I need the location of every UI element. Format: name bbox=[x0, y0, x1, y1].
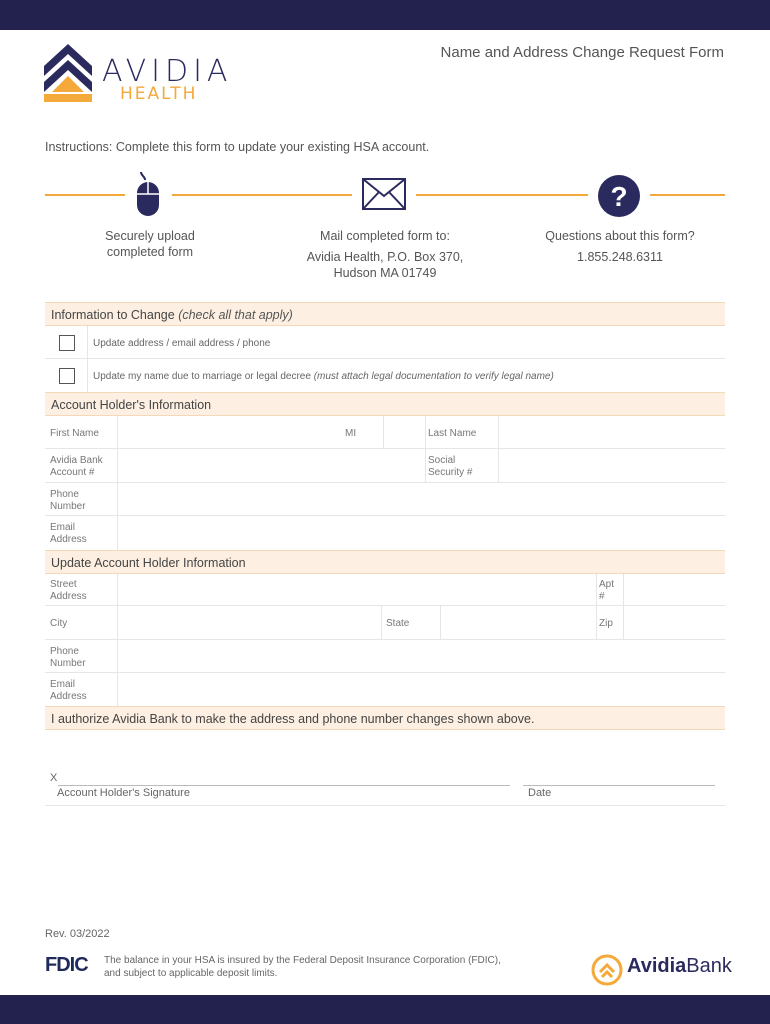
street-row bbox=[45, 574, 725, 606]
zip-field[interactable] bbox=[624, 606, 725, 639]
divider-line bbox=[416, 194, 588, 196]
divider bbox=[381, 606, 382, 639]
label-line: Email bbox=[50, 522, 76, 533]
label-line: Account # bbox=[50, 467, 95, 478]
signature-label: Account Holder's Signature bbox=[57, 787, 190, 799]
field-label bbox=[50, 522, 87, 546]
signature-line[interactable] bbox=[58, 785, 510, 786]
field-label bbox=[50, 579, 87, 603]
mail-address: Avidia Health, P.O. Box 370, bbox=[306, 250, 464, 264]
field-label: Last Name bbox=[428, 428, 477, 439]
questions-label: Questions about this form? bbox=[545, 229, 695, 243]
section-note: (check all that apply) bbox=[178, 308, 293, 322]
label-line: Address bbox=[50, 591, 87, 602]
field-label: City bbox=[50, 618, 68, 629]
divider bbox=[425, 416, 426, 448]
label-line: Address bbox=[50, 691, 87, 702]
option-label: Update address / email address / phone bbox=[93, 338, 271, 349]
bank-name-bold: Avidia bbox=[627, 955, 687, 977]
brand-name: AVIDIA bbox=[102, 54, 233, 89]
new-phone-field[interactable] bbox=[118, 640, 725, 672]
field-label: State bbox=[386, 618, 410, 629]
divider-line bbox=[172, 194, 352, 196]
brand-sub: HEALTH bbox=[120, 84, 198, 104]
avidia-health-logo bbox=[44, 44, 234, 106]
revision-label: Rev. 03/2022 bbox=[45, 928, 110, 940]
field-label bbox=[50, 489, 86, 513]
form-title: Name and Address Change Request Form bbox=[440, 44, 724, 61]
label-line: Phone bbox=[50, 646, 79, 657]
email-row bbox=[45, 673, 725, 707]
email-row bbox=[45, 516, 725, 550]
chevron-logo-icon bbox=[44, 44, 92, 104]
option-row bbox=[45, 359, 725, 392]
mail-label: Mail completed form to: bbox=[320, 229, 450, 243]
question-icon bbox=[597, 174, 641, 218]
street-field[interactable] bbox=[118, 574, 595, 605]
label-line: Avidia Bank bbox=[50, 455, 103, 466]
phone-row bbox=[45, 483, 725, 516]
section-account-holder bbox=[45, 392, 725, 416]
city-field[interactable] bbox=[118, 606, 380, 639]
section-title: Account Holder's Information bbox=[51, 398, 212, 412]
authorization-statement bbox=[45, 706, 725, 730]
top-banner bbox=[0, 0, 770, 30]
last-name-field[interactable] bbox=[499, 416, 725, 448]
fdic-disclaimer bbox=[104, 954, 524, 980]
upload-info bbox=[80, 228, 220, 260]
divider bbox=[87, 326, 88, 358]
checkbox-update-name[interactable] bbox=[59, 368, 75, 384]
fdic-logo: FDIC bbox=[45, 954, 88, 976]
bank-name-rest: Bank bbox=[686, 955, 732, 977]
mouse-icon bbox=[131, 170, 165, 218]
ssn-field[interactable] bbox=[499, 449, 725, 482]
section-information-to-change bbox=[45, 302, 725, 326]
questions-phone: 1.855.248.6311 bbox=[577, 250, 663, 264]
questions-info bbox=[530, 228, 710, 265]
upload-line: completed form bbox=[106, 245, 194, 259]
name-row bbox=[45, 416, 725, 449]
label-line: Address bbox=[50, 534, 87, 545]
city-row bbox=[45, 606, 725, 640]
section-title: Update Account Holder Information bbox=[51, 556, 246, 570]
label-line: Email bbox=[50, 679, 76, 690]
field-label bbox=[50, 455, 103, 479]
label-line: Apt bbox=[599, 579, 615, 590]
divider bbox=[425, 449, 426, 482]
email-field[interactable] bbox=[118, 516, 725, 549]
divider bbox=[45, 805, 725, 806]
authorize-text: I authorize Avidia Bank to make the address and phone number changes shown above. bbox=[51, 712, 535, 726]
checkbox-update-address[interactable] bbox=[59, 335, 75, 351]
field-label bbox=[428, 455, 472, 479]
label-line: Number bbox=[50, 658, 86, 669]
label-line: Security # bbox=[428, 467, 473, 478]
first-name-field[interactable] bbox=[118, 416, 382, 448]
divider-line bbox=[45, 194, 125, 196]
apt-field[interactable] bbox=[624, 574, 725, 605]
date-line[interactable] bbox=[523, 785, 715, 786]
field-label: Zip bbox=[599, 618, 613, 629]
phone-field[interactable] bbox=[118, 483, 725, 515]
label-line: Phone bbox=[50, 489, 79, 500]
label-line: # bbox=[599, 591, 605, 602]
label-line: Number bbox=[50, 501, 86, 512]
option-text: Update my name due to marriage or legal decree bbox=[93, 371, 311, 382]
divider bbox=[87, 359, 88, 392]
option-row bbox=[45, 326, 725, 359]
svg-text:?: ? bbox=[610, 181, 628, 212]
divider bbox=[596, 606, 597, 639]
field-label bbox=[599, 579, 614, 603]
avidia-bank-logo-icon bbox=[591, 952, 623, 988]
divider bbox=[596, 574, 597, 605]
field-label bbox=[50, 679, 87, 703]
label-line: Street bbox=[50, 579, 77, 590]
account-row bbox=[45, 449, 725, 483]
bank-account-field[interactable] bbox=[118, 449, 424, 482]
mail-info bbox=[285, 228, 485, 281]
fdic-line: and subject to applicable deposit limits. bbox=[104, 968, 278, 979]
field-label: MI bbox=[345, 428, 357, 439]
instructions: Instructions: Complete this form to update your existing HSA account. bbox=[45, 140, 430, 154]
upload-line: Securely upload bbox=[105, 229, 195, 243]
section-update-info bbox=[45, 550, 725, 574]
section-title: Information to Change bbox=[51, 308, 175, 322]
mi-field[interactable] bbox=[377, 416, 425, 448]
divider-line bbox=[650, 194, 725, 196]
bottom-banner bbox=[0, 995, 770, 1024]
option-note: (must attach legal documentation to verify legal name) bbox=[313, 371, 554, 382]
phone-row bbox=[45, 640, 725, 673]
envelope-icon bbox=[362, 178, 406, 210]
field-label bbox=[50, 646, 86, 670]
state-field[interactable] bbox=[441, 606, 595, 639]
avidia-bank-name bbox=[627, 955, 732, 978]
signature-x: X bbox=[50, 772, 58, 784]
new-email-field[interactable] bbox=[118, 673, 725, 706]
fdic-line: The balance in your HSA is insured by the Federal Deposit Insurance Corporation (FDIC), bbox=[104, 955, 501, 966]
mail-address: Hudson MA 01749 bbox=[333, 266, 437, 280]
option-label bbox=[93, 371, 554, 382]
field-label: First Name bbox=[50, 428, 99, 439]
label-line: Social bbox=[428, 455, 456, 466]
date-label: Date bbox=[528, 787, 552, 799]
